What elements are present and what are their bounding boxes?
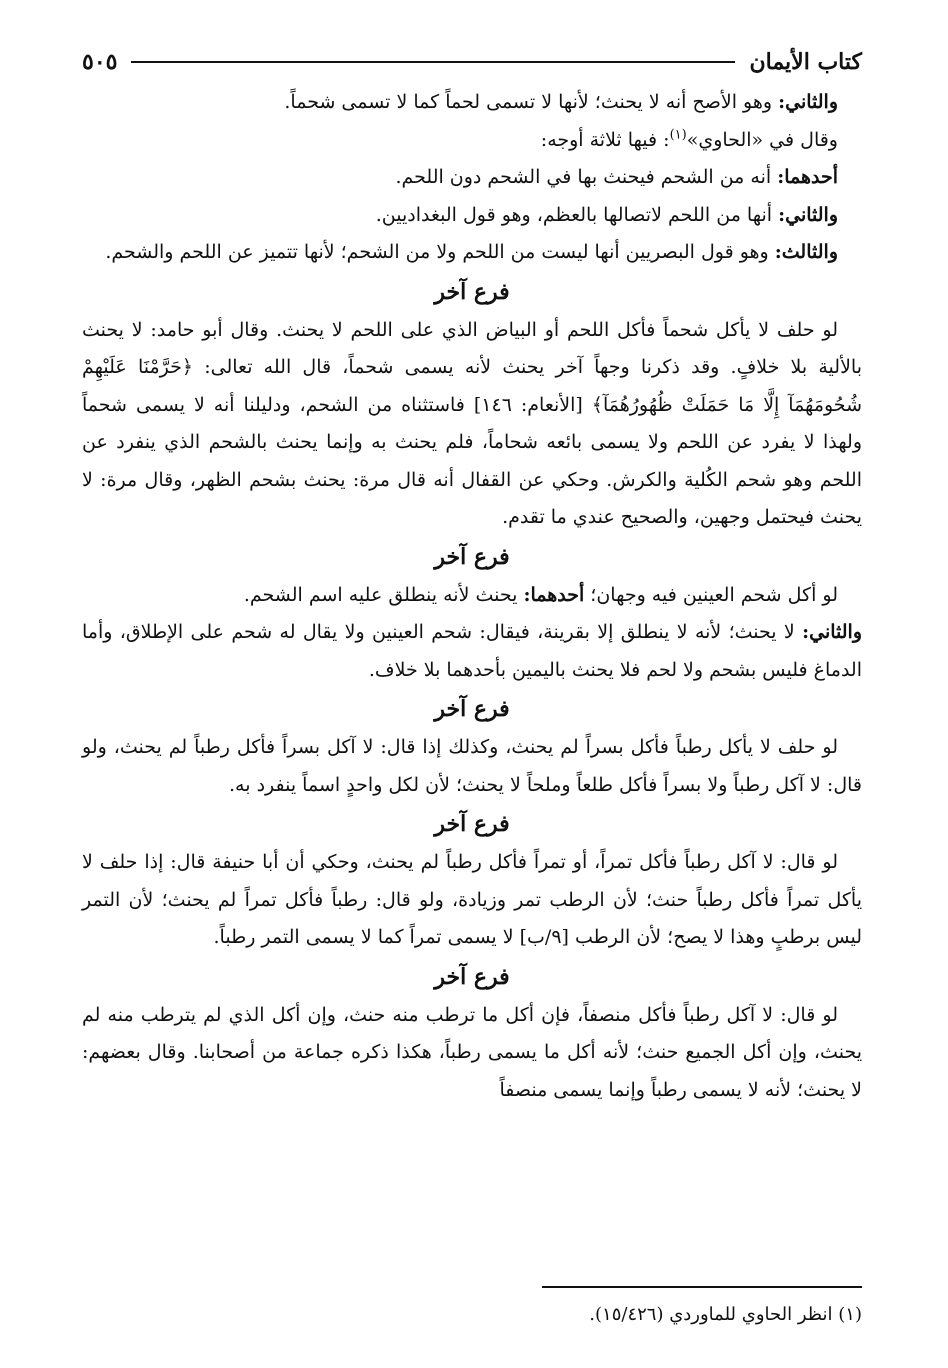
footnote: (١) انظر الحاوي للماوردي (١٥/٤٢٦). — [589, 1304, 862, 1325]
header-rule — [131, 61, 735, 63]
footnote-reference[interactable]: (١) — [669, 127, 687, 143]
term-label: والثاني: — [778, 203, 838, 226]
term-label: والثالث: — [774, 241, 838, 263]
paragraph — [82, 122, 862, 160]
paragraph-text: وقال في «الحاوي» — [686, 128, 838, 151]
term-label: والثاني: — [802, 621, 862, 643]
paragraph — [82, 84, 862, 122]
term-label: أحدهما: — [777, 166, 838, 188]
paragraph-text: : فيها ثلاثة أوجه: — [540, 128, 670, 151]
paragraph-text: وهو الأصح أنه لا يحنث؛ لأنها لا تسمى لحماً كما لا تسمى شحماً. — [284, 91, 779, 113]
main-text — [82, 84, 862, 1109]
paragraph-text: لا يحنث؛ لأنه لا ينطلق إلا بقرينة، فيقال: شحم العينين ولا يقال له شحم على الإطلاق، وأما الدماغ فليس بشحم ولا لحم فلا يحنث باليمين بأحدهما بلا خلاف. — [82, 621, 862, 681]
paragraph: لو حلف لا يأكل رطباً فأكل بسراً لم يحنث، وكذلك إذا قال: لا آكل بسراً فأكل رطباً لم يحنث، ولو قال: لا آكل رطباً ولا بسراً فأكل طلعاً وملحاً لا يحنث؛ لأن لكل واحدٍ اسماً ينفرد به. — [82, 736, 862, 796]
term-label: والثاني: — [778, 91, 838, 113]
paragraph — [82, 577, 862, 615]
book-page — [82, 40, 862, 1348]
section-heading: فرع آخر — [434, 696, 510, 722]
paragraph-text: أنها من اللحم لاتصالها بالعظم، وهو قول البغداديين. — [375, 203, 779, 226]
paragraph-text: أنه من الشحم فيحنث بها في الشحم دون اللحم. — [395, 166, 778, 188]
page-number: ٥٠٥ — [82, 49, 118, 75]
paragraph-text: لو أكل شحم العينين فيه وجهان؛ — [584, 583, 838, 606]
paragraph — [82, 197, 862, 235]
paragraph: لو قال: لا آكل رطباً فأكل منصفاً، فإن أكل ما ترطب منه حنث، وإن أكل الذي لم يترطب منه لم يحنث، وإن أكل الجميع حنث؛ لأنه أكل ما يسمى رطباً، هكذا ذكره جماعة من أصحابنا. وقال بعضهم: لا يحنث؛ لأنه لا يسمى رطباً وإنما يسمى منصفاً — [82, 1003, 862, 1101]
footnote-rule — [542, 1286, 862, 1288]
paragraph: لو حلف لا يأكل شحماً فأكل اللحم أو البياض الذي على اللحم لا يحنث. وقال أبو حامد: لا يحنث بالألية بلا خلافٍ. وقد ذكرنا وجهاً آخر يحنث لأنه يسمى شحماً، قال الله تعالى: ﴿حَرَّمْنَا عَلَيْهِمْ شُحُومَهُمَآ إِلَّا مَا حَمَلَتْ ظُهُورُهُمَآ﴾ [الأنعام: ١٤٦] فاستثناه من الشحم، ودليلنا أنه لا يسمى شحماً ولهذا لا يفرد عن اللحم ولا يسمى بائعه شحاماً، فلم يحنث به وإنما يحنث بالشحم الذي ينفرد عن اللحم وهو شحم الكُلية والكرش. وحكي عن القفال أنه قال مرة: يحنث بشحم الظهر، وقال مرة: لا يحنث فيحتمل وجهين، والصحيح عندي ما تقدم. — [82, 318, 862, 528]
term-label: أحدهما: — [523, 583, 585, 606]
running-head — [82, 40, 862, 84]
paragraph-text: يحنث لأنه ينطلق عليه اسم الشحم. — [243, 583, 524, 606]
paragraph: لو قال: لا آكل رطباً فأكل تمراً، أو تمراً فأكل رطباً لم يحنث، وحكي أن أبا حنيفة قال: إذا حلف لا يأكل تمراً فأكل رطباً حنث؛ لأن الرطب تمر وزيادة، ولو قال: رطباً فأكل تمراً لم يحنث؛ لأن التمر ليس برطبٍ وهذا لا يصح؛ لأن الرطب [٩/ب] لا يسمى تمراً كما لا يسمى التمر رطباً. — [82, 851, 862, 948]
section-heading: فرع آخر — [434, 278, 510, 305]
section-heading: فرع آخر — [434, 543, 510, 570]
paragraph — [82, 614, 862, 689]
paragraph-text: وهو قول البصريين أنها ليست من اللحم ولا من الشحم؛ لأنها تتميز عن اللحم والشحم. — [105, 241, 775, 263]
paragraph — [82, 159, 862, 197]
section-heading: فرع آخر — [434, 963, 510, 990]
section-heading: فرع آخر — [434, 811, 510, 837]
paragraph — [82, 234, 862, 272]
book-title: كتاب الأيمان — [749, 49, 862, 75]
